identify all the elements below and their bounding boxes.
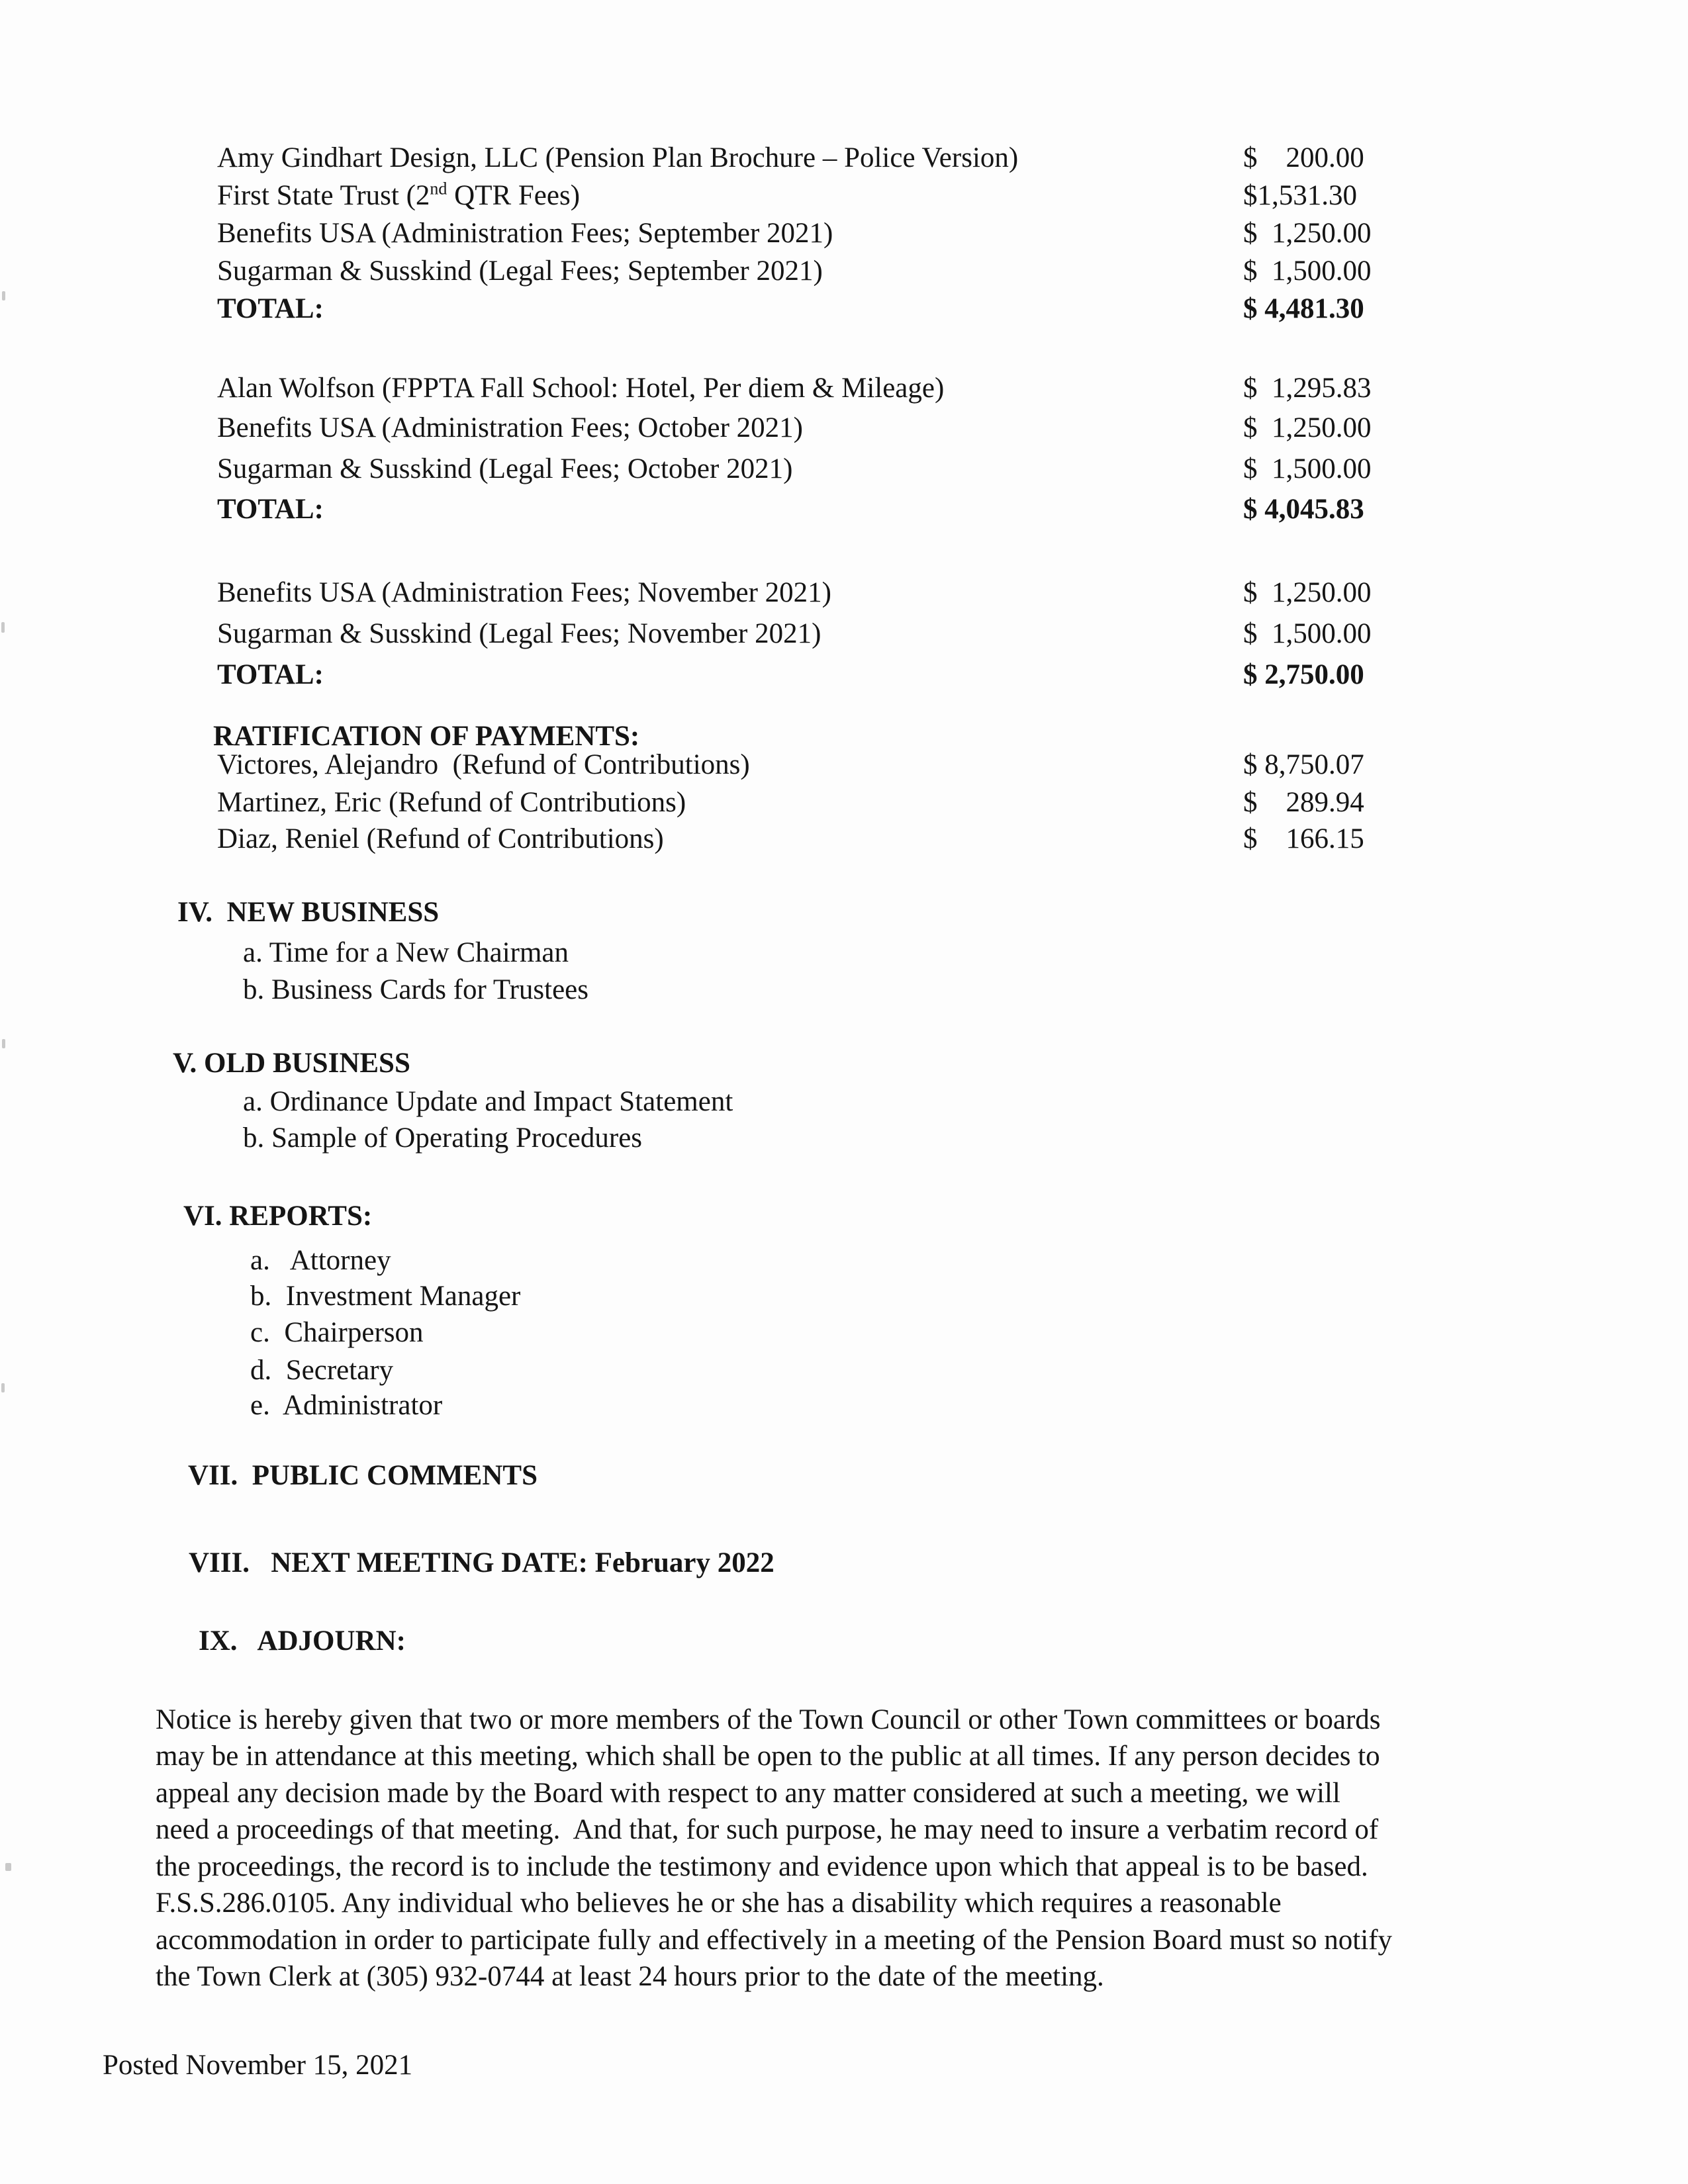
total-label: TOTAL: [217,494,324,525]
payment-desc: Benefits USA (Administration Fees; September 2021) [217,218,833,249]
notice-line: F.S.S.286.0105. Any individual who believes he or she has a disability which requires a reasonable [156,1888,1282,1919]
scan-artifact [1,1383,5,1392]
notice-line: appeal any decision made by the Board with respect to any matter considered at such a meeting, we will [156,1778,1340,1809]
payment-desc: Martinez, Eric (Refund of Contributions) [217,787,686,818]
section-heading-ratification: RATIFICATION OF PAYMENTS: [213,721,640,752]
scan-artifact [1,622,5,633]
section-heading-old-business: V. OLD BUSINESS [173,1048,410,1079]
notice-line: the proceedings, the record is to include the testimony and evidence upon which that appeal is to be based. [156,1851,1368,1882]
agenda-item: b. Business Cards for Trustees [243,974,589,1005]
payment-amount: $ 1,500.00 [1243,255,1372,287]
total-label: TOTAL: [217,659,324,690]
payment-amount: $1,531.30 [1243,180,1357,211]
payment-amount: $ 8,750.07 [1243,749,1364,780]
payment-desc: Diaz, Reniel (Refund of Contributions) [217,823,664,854]
total-amount: $ 2,750.00 [1243,659,1364,690]
payment-amount: $ 1,250.00 [1243,412,1372,443]
scan-artifact [2,1039,5,1048]
payment-amount: $ 1,250.00 [1243,577,1372,608]
agenda-item: c. Chairperson [250,1317,424,1348]
scan-artifact [2,291,5,300]
payment-desc: Benefits USA (Administration Fees; October 2021) [217,412,803,443]
payment-amount: $ 289.94 [1243,787,1364,818]
section-heading-next-meeting: VIII. NEXT MEETING DATE: February 2022 [189,1547,774,1578]
payment-amount: $ 1,500.00 [1243,618,1372,649]
payment-desc-text: First State Trust (2 [217,180,430,211]
total-amount: $ 4,045.83 [1243,494,1364,525]
section-heading-public-comments: VII. PUBLIC COMMENTS [188,1460,538,1491]
agenda-item: e. Administrator [250,1390,443,1421]
payment-desc: Sugarman & Susskind (Legal Fees; October 2021) [217,453,793,484]
payment-desc [217,179,580,212]
payment-amount: $ 1,250.00 [1243,218,1372,249]
notice-line: Notice is hereby given that two or more members of the Town Council or other Town committees or boards [156,1704,1381,1735]
payment-desc-text: QTR Fees) [447,180,581,211]
payment-desc: Benefits USA (Administration Fees; November 2021) [217,577,831,608]
agenda-item: a. Time for a New Chairman [243,937,569,968]
agenda-item: a. Attorney [250,1245,391,1276]
scan-artifact [5,1863,11,1871]
total-label: TOTAL: [217,293,324,324]
notice-line: the Town Clerk at (305) 932-0744 at least 24 hours prior to the date of the meeting. [156,1961,1104,1992]
payment-amount: $ 1,295.83 [1243,373,1372,404]
posted-date: Posted November 15, 2021 [103,2050,413,2081]
payment-amount: $ 1,500.00 [1243,453,1372,484]
ordinal-superscript: nd [430,179,447,199]
section-heading-adjourn: IX. ADJOURN: [199,1625,406,1657]
section-heading-new-business: IV. NEW BUSINESS [177,897,440,928]
agenda-item: b. Investment Manager [250,1281,521,1312]
section-heading-reports: VI. REPORTS: [183,1201,373,1232]
agenda-item: b. Sample of Operating Procedures [243,1122,643,1154]
payment-desc: Sugarman & Susskind (Legal Fees; September 2021) [217,255,823,287]
agenda-item: a. Ordinance Update and Impact Statement [243,1086,733,1117]
payment-amount: $ 200.00 [1243,142,1364,173]
agenda-item: d. Secretary [250,1355,394,1386]
payment-desc: Sugarman & Susskind (Legal Fees; November 2021) [217,618,821,649]
payment-desc: Amy Gindhart Design, LLC (Pension Plan Brochure – Police Version) [217,142,1019,173]
notice-line: need a proceedings of that meeting. And that, for such purpose, he may need to insure a verbatim record of [156,1814,1379,1845]
payment-desc: Alan Wolfson (FPPTA Fall School: Hotel, Per diem & Mileage) [217,373,945,404]
payment-desc: Victores, Alejandro (Refund of Contributions) [217,749,750,780]
notice-line: accommodation in order to participate fully and effectively in a meeting of the Pension Board must so notify [156,1925,1393,1956]
notice-line: may be in attendance at this meeting, which shall be open to the public at all times. If any person decides to [156,1741,1380,1772]
total-amount: $ 4,481.30 [1243,293,1364,324]
payment-amount: $ 166.15 [1243,823,1364,854]
